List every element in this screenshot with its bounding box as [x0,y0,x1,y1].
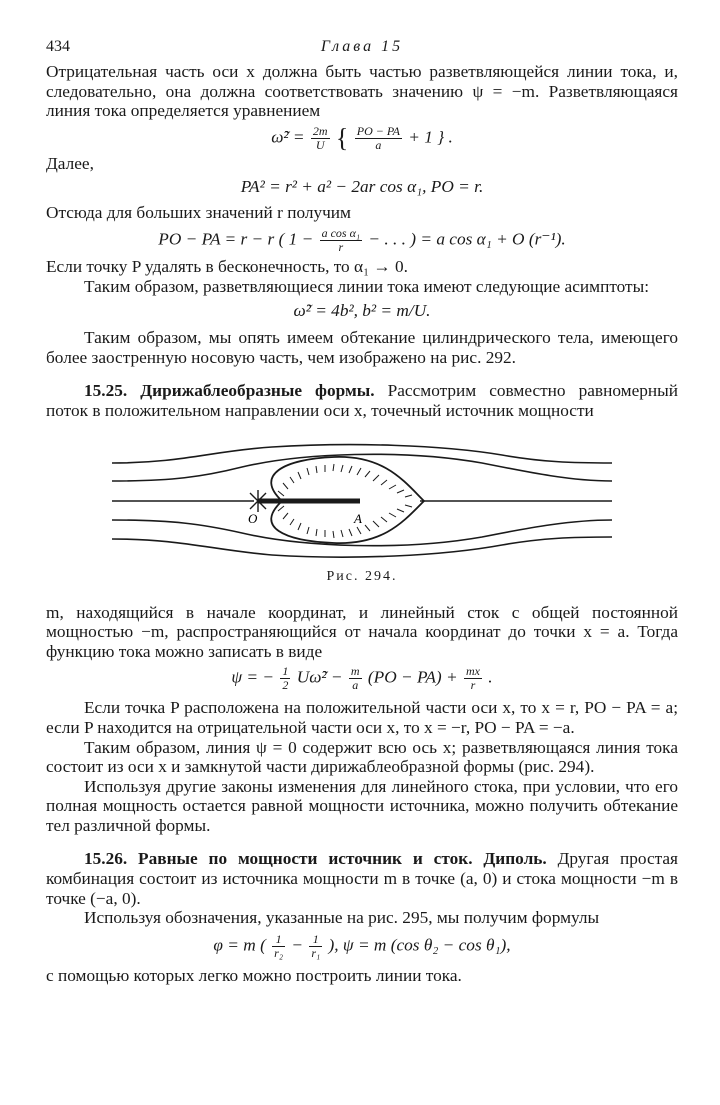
paragraph-5: Таким образом, разветвляющиеся линии тока имеют следующие асимптоты: [84,276,650,296]
running-title: Глава 15 [320,38,404,55]
section-15-25-title: 15.25. Дирижаблеобразные формы. [84,381,375,401]
page-header [46,38,678,62]
label-a: A [354,510,362,526]
paragraph-3: Отсюда для больших значений r получим [46,203,351,223]
paragraph-9: Таким образом, линия ψ = 0 содержит всю ось x; разветвляющаяся линия тока состоит из оси x и замкнутой части дирижаблеобразной формы (рис. 294). [46,737,678,777]
section-15-25: 15.25. Дирижаблеобразные формы. Рассмотрим совместно равномерный поток в положительном направлении оси x, точечный источник мощности [46,381,678,420]
book-page [46,38,678,985]
page-number: 434 [46,38,70,55]
paragraph-1: Отрицательная часть оси x должна быть частью разветвляющейся линии тока, и, следовательно, она должна соответствовать значению ψ = −m. Разветвляющаяся линия тока определяется уравнением [46,62,678,121]
equation-6: φ = m ( $\frac{1}{\text{r₂}}$ − $\frac{1}{\text{r₁}}$ ), ψ = m (cos θ₂ − cos θ₁), [213,931,511,960]
paragraph-4: Если точку P удалять в бесконечность, то α₁ → 0. [46,256,408,276]
paragraph-2: Далее, [46,153,94,173]
paragraph-7: m, находящийся в начале координат, и линейный сток с общей постоянной мощностью −m, распространяющийся от начала координат до точки x = a. Тогда функцию тока можно записать в виде [46,602,678,661]
equation-2: PA² = r² + a² − 2ar cos α₁, PO = r. [240,177,484,197]
paragraph-8: Если точка P расположена на положительной части оси x, то x = r, PO − PA = a; если P находится на отрицательной части оси x, то x = −r, PO − PA = −a. [46,698,678,737]
paragraph-12: с помощью которых легко можно построить линии тока. [46,965,462,985]
section-15-26-title: 15.26. Равные по мощности источник и сток. Диполь. [84,849,547,869]
label-origin: O [248,510,258,526]
equation-4: ω̃² = 4b², b² = m/U. [293,301,431,321]
paragraph-6: Таким образом, мы опять имеем обтекание цилиндрического тела, имеющего более заостренную носовую часть, чем изображено на рис. 292. [46,328,678,367]
equation-3: PO − PA = r − r ( 1 − $\frac{\text{a cos α₁}}{r}$ − . . . ) = a cos α₁ + O (r⁻¹). [158,225,566,254]
paragraph-11: Используя обозначения, указанные на рис. 295, мы получим формулы [84,908,600,928]
equation-1: ω̃² = $\frac{2m}{U}$ { $\frac{PO - PA}{a}$ + 1 } . [271,123,453,153]
figure-caption: Рис. 294. [326,568,398,584]
paragraph-10: Используя другие законы изменения для линейного стока, при условии, что его полная мощность остается равной мощности источника, можно получить обтекание тел различной формы. [46,776,678,835]
section-15-26: 15.26. Равные по мощности источник и сток. Диполь. Другая простая комбинация состоит из источника мощности m в точке (a, 0) и стока мощности −m в точке (−a, 0). [46,849,678,908]
equation-5: ψ = − $\frac{1}{2}$ Uω̃² − $\frac{m}{a}$ (PO − PA) + $\frac{mx}{r}$ . [231,664,493,693]
line-sink [258,498,360,503]
figure-294-airship-flow [102,435,622,565]
